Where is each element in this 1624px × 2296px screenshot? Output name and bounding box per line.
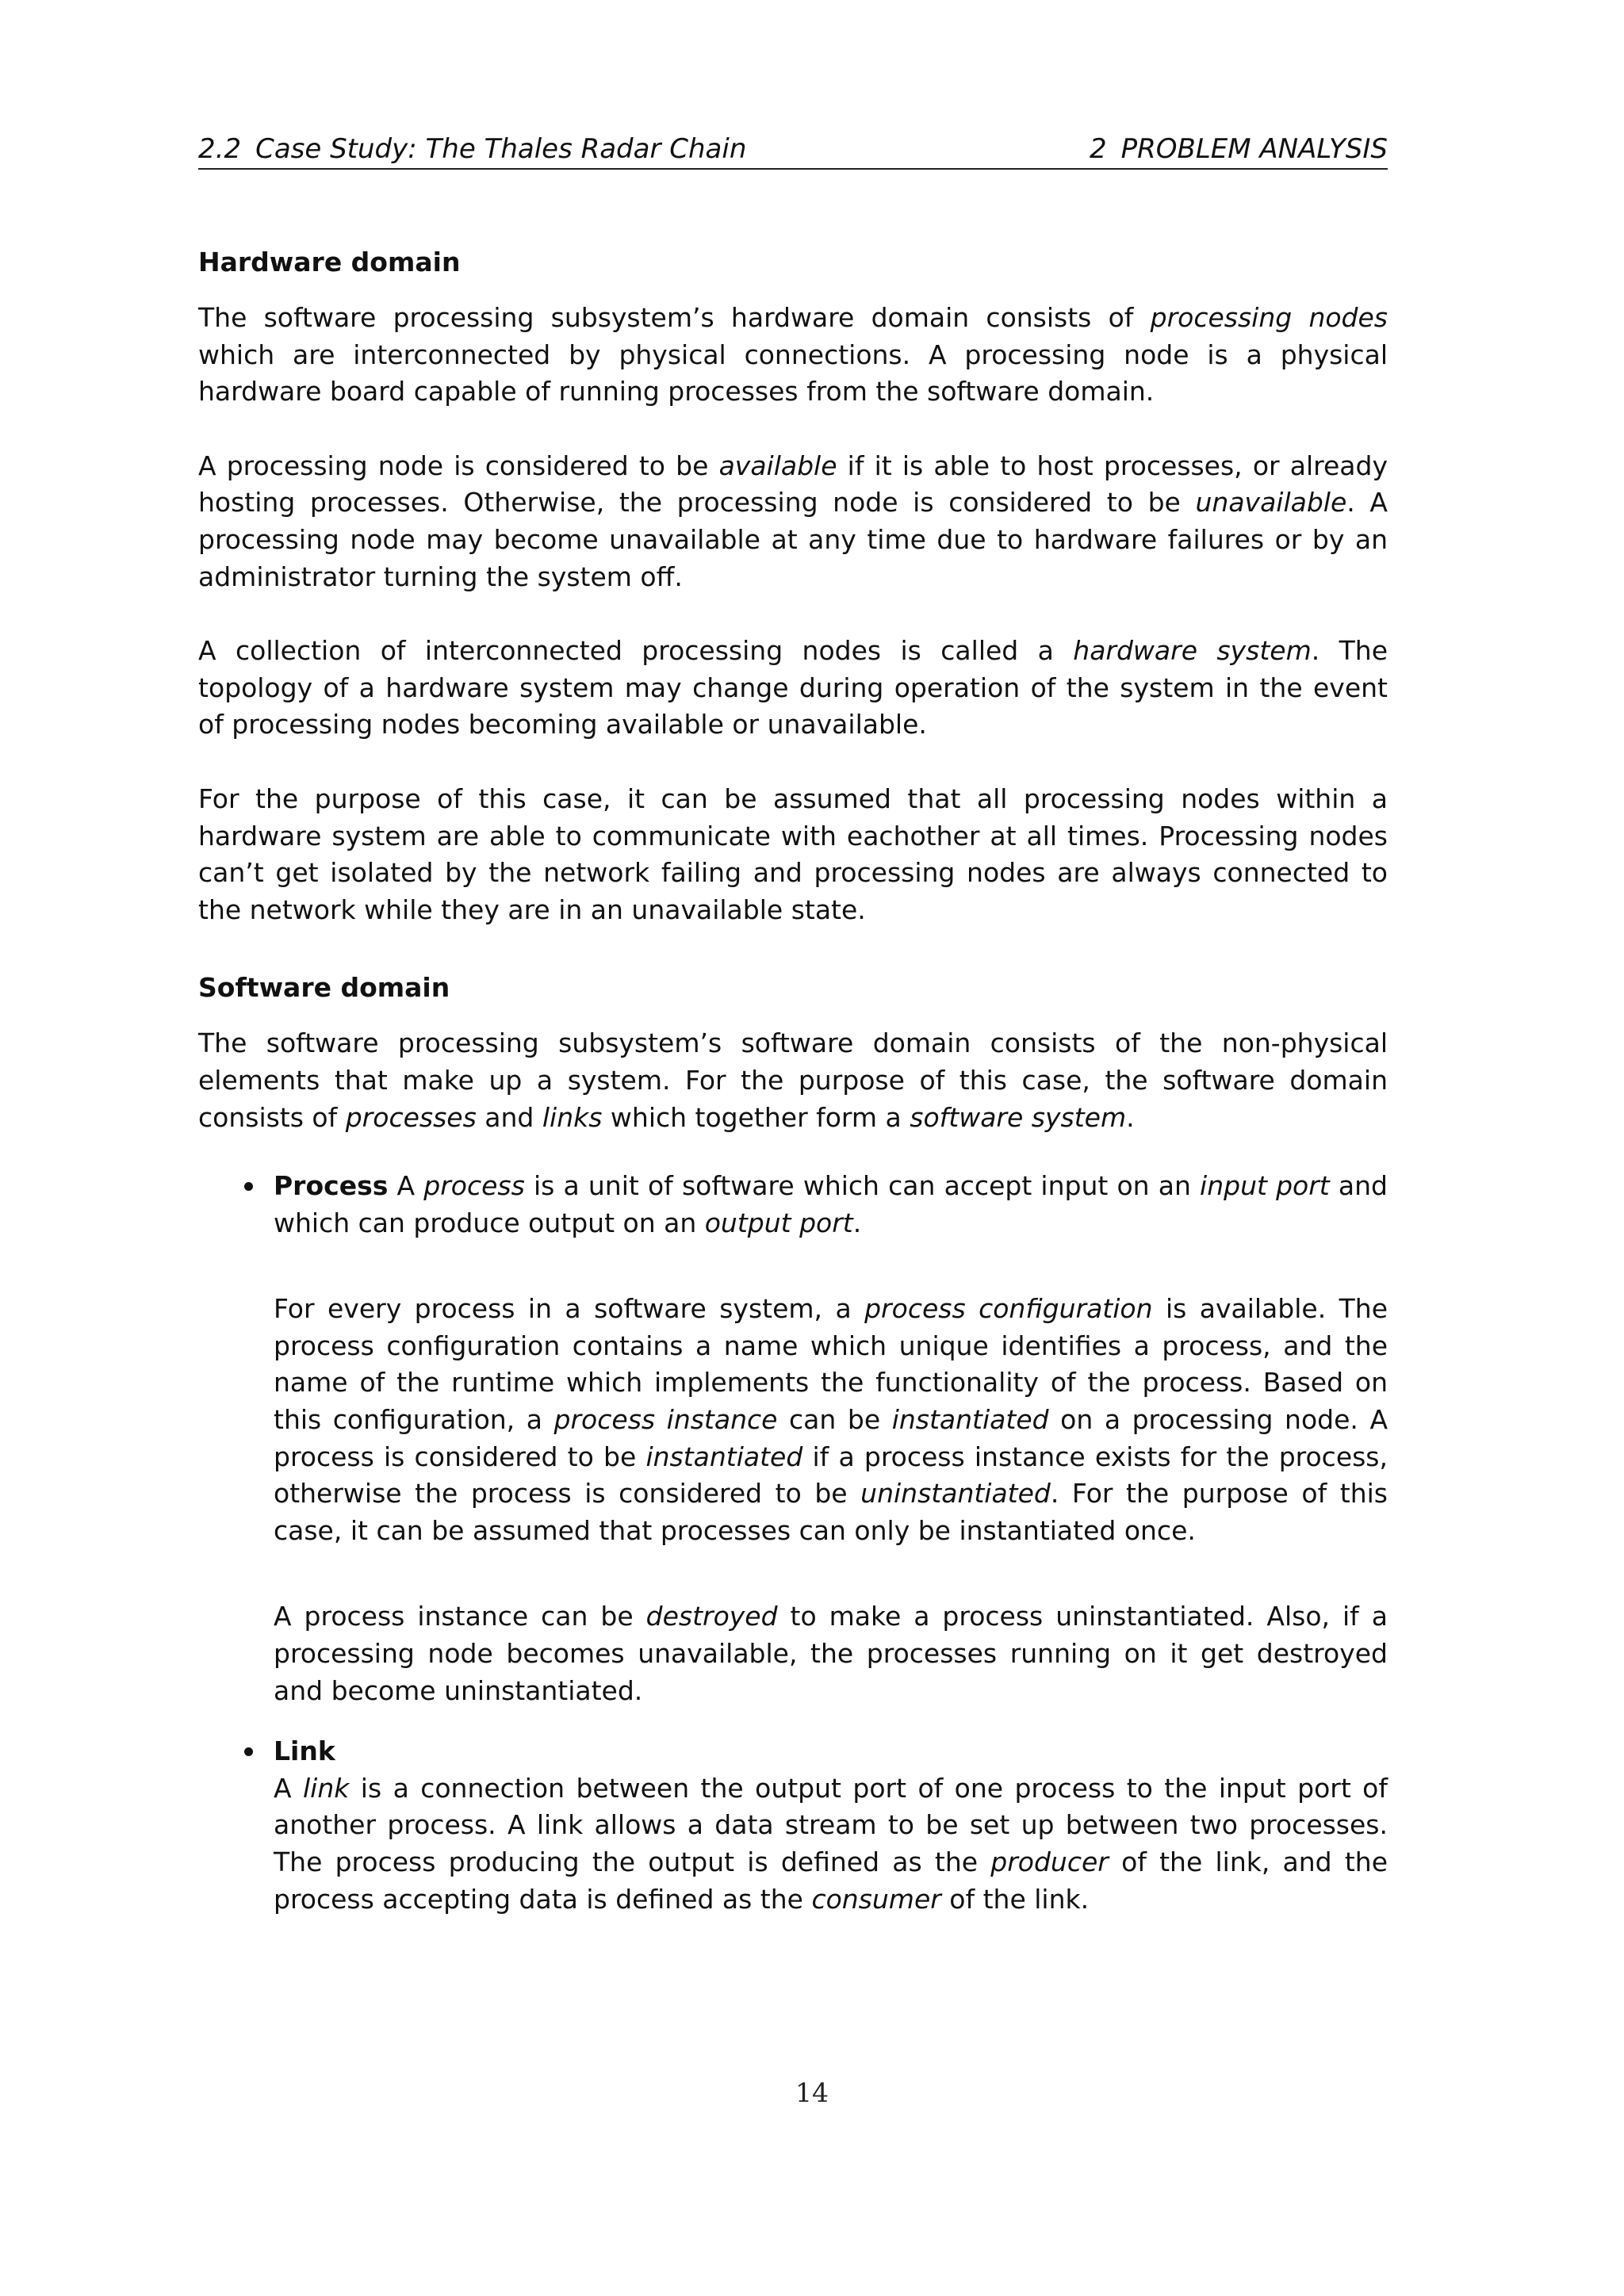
header-chapter-title: PROBLEM ANALYSIS xyxy=(1120,133,1388,165)
process-paragraph-1: Process A process is a unit of software which can accept input on an input port and which can produce output on an output port. xyxy=(274,1170,1388,1238)
hardware-paragraph-4: For the purpose of this case, it can be assumed that all processing nodes within a hardware system are able to communicate with eachother at all times. Processing nodes can’t get isolated by the network failing and processing nodes are always connected to the network while they are in an unavailable state. xyxy=(198,783,1388,925)
page-body xyxy=(198,133,1388,1918)
link-term: Link xyxy=(274,1735,335,1767)
software-paragraph-1: The software processing subsystem’s software domain consists of the non-physical elements that make up a system. For the purpose of this case, the software domain consists of processes and links which together form a software system. xyxy=(198,1027,1388,1133)
hardware-paragraph-1: The software processing subsystem’s hardware domain consists of processing nodes which are interconnected by physical connections. A processing node is a physical hardware board capable of running processes from the software domain. xyxy=(198,302,1388,408)
hardware-paragraph-2: A processing node is considered to be available if it is able to host processes, or already hosting processes. Otherwise, the processing node is considered to be unavailable. A processing node may become unavailable at any time due to hardware failures or by an administrator turning the system off. xyxy=(198,450,1388,592)
header-chapter xyxy=(1090,133,1388,165)
definition-list xyxy=(198,1168,1388,1918)
bullet-icon xyxy=(244,1747,253,1756)
process-paragraph-3: A process instance can be destroyed to make a process uninstantiated. Also, if a processing node becomes unavailable, the processes running on it get destroyed and become uninstantiated. xyxy=(274,1601,1388,1706)
process-term: Process xyxy=(274,1170,389,1202)
bullet-icon xyxy=(244,1182,253,1191)
running-header xyxy=(198,133,1388,170)
header-section-number: 2.2 xyxy=(198,133,242,165)
header-section xyxy=(198,133,746,165)
process-paragraph-2: For every process in a software system, a process configuration is available. The process configuration contains a name which unique identifies a process, and the name of the runtime which implements the functionality of the process. Based on this configuration, a process instance can be instantiated on a processing node. A process is considered to be instantiated if a process instance exists for the process, otherwise the process is considered to be uninstantiated. For the purpose of this case, it can be assumed that processes can only be instantiated once. xyxy=(274,1293,1388,1546)
hardware-paragraph-3: A collection of interconnected processing nodes is called a hardware system. The topology of a hardware system may change during operation of the system in the event of processing nodes becoming available or unavailable. xyxy=(198,635,1388,740)
link-term-line xyxy=(274,1733,1388,1770)
hardware-domain-heading: Hardware domain xyxy=(198,247,461,277)
header-section-title: Case Study: The Thales Radar Chain xyxy=(255,133,747,165)
header-chapter-number: 2 xyxy=(1089,133,1107,165)
link-paragraph-1: A link is a connection between the output port of one process to the input port of another process. A link allows a data stream to be set up between two processes. The process producing the output is defined as the producer of the link, and the process accepting data is defined as the consumer of the link. xyxy=(274,1772,1388,1915)
list-item-link xyxy=(198,1733,1388,1918)
software-domain-heading: Software domain xyxy=(198,972,450,1004)
page-number: 14 xyxy=(795,2077,829,2108)
list-item-process xyxy=(198,1168,1388,1709)
